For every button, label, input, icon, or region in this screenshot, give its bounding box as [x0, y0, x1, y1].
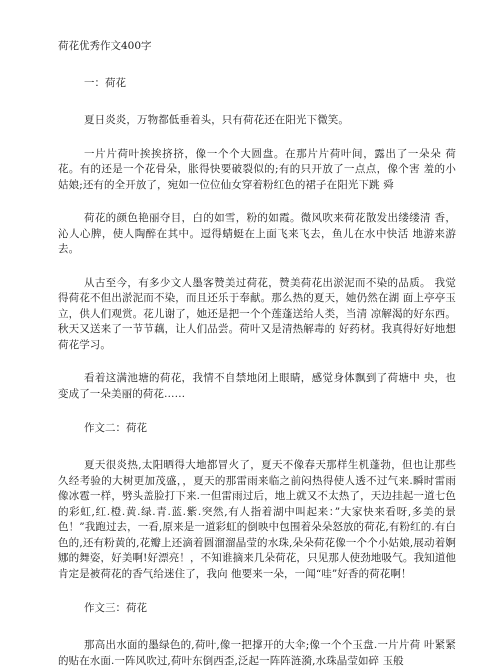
paragraph: 夏日炎炎，万物都低垂着头，只有荷花还在阳光下微笑。 [84, 114, 349, 126]
document-title: 荷花优秀作文400字 [58, 40, 152, 52]
paragraph: 荷花的颜色艳丽夺目，白的如雪，粉的如霞。微风吹来荷花散发出缕缕清 香，沁人心脾，使人陶醉在其中。逗得蜻蜓在上面飞来飞去，鱼儿在水中快活 地游来游去。 [58, 212, 456, 255]
paragraph: 一片片荷叶挨挨挤挤，像一个个大圆盘。在那片片荷叶间，露出了一朵朵 荷花。有的还是一个花骨朵，胀得快要破裂似的;有的只开放了一点点，像个害 羞的小姑娘;还有的全开放了，宛如一位位仙女穿着粉红色的裙子在阳光下跳 舜 [58, 147, 456, 191]
section-heading-3: 作文三：荷花 [84, 602, 147, 614]
paragraph: 那高出水面的墨绿色的,荷叶,像一把撑开的大伞;像一个个玉盘.一片片荷 叶紧紧的贴在水面.一阵风吹过,荷叶东倒西歪,泛起一阵阵涟漪,水珠晶莹如碎 玉般 [58, 639, 456, 667]
paragraph: 看着这满池塘的荷花，我情不自禁地闭上眼睛，感觉身体飘到了荷塘中 央，也变成了一朵美丽的荷花…… [58, 372, 456, 400]
section-heading-1: 一：荷花 [84, 77, 126, 89]
paragraph: 从古至今，有多少文人墨客赞美过荷花，赞美荷花出淤泥而不染的品质。 我觉得荷花不但出淤泥而不染，而且还乐于奉献。那么热的夏天，她仍然在湖 面上亭亭玉立，供人们观赏。花儿谢了，她还是把一个个莲蓬送给人类，当清 凉解渴的好东西。秋天又送来了一节节藕，让人们品尝。荷叶又是清热解毒的 好药材。我真得好好地想荷花学习。 [58, 276, 456, 351]
paragraph: 夏天很炎热,太阳晒得大地都冒火了，夏天不像春天那样生机蓬勃，但也让那些久经考验的大树更加茂盛，，夏天的那雷雨来临之前闷热得使人透不过气来.瞬时雷雨像冰雹一样，劈头盖脸打下来.一但雷雨过后，地上就又不太热了，天边挂起一道七色的彩虹,红.橙.黄.绿.青.蓝.紫.突然,有人指着湖中叫起来：”大家快来看呀,多美的景色！”我跑过去，一看,原来是一道彩虹的倒映中包围着朵朵怒放的荷花,有粉红的.有白色的,还有粉黄的,花瓣上还滴着圆溜溜晶莹的水珠,朵朵荷花像一个个小姑娘,展动着婀娜的舞姿，好美啊!好漂亮！，不知谁摘来几朵荷花，只见那人使劲地吸气。我知道他肯定是被荷花的香气给迷住了，我向 他要来一朵，一闻“哇”好香的荷花啊！ [58, 459, 456, 580]
section-heading-2: 作文二：荷花 [84, 422, 147, 434]
